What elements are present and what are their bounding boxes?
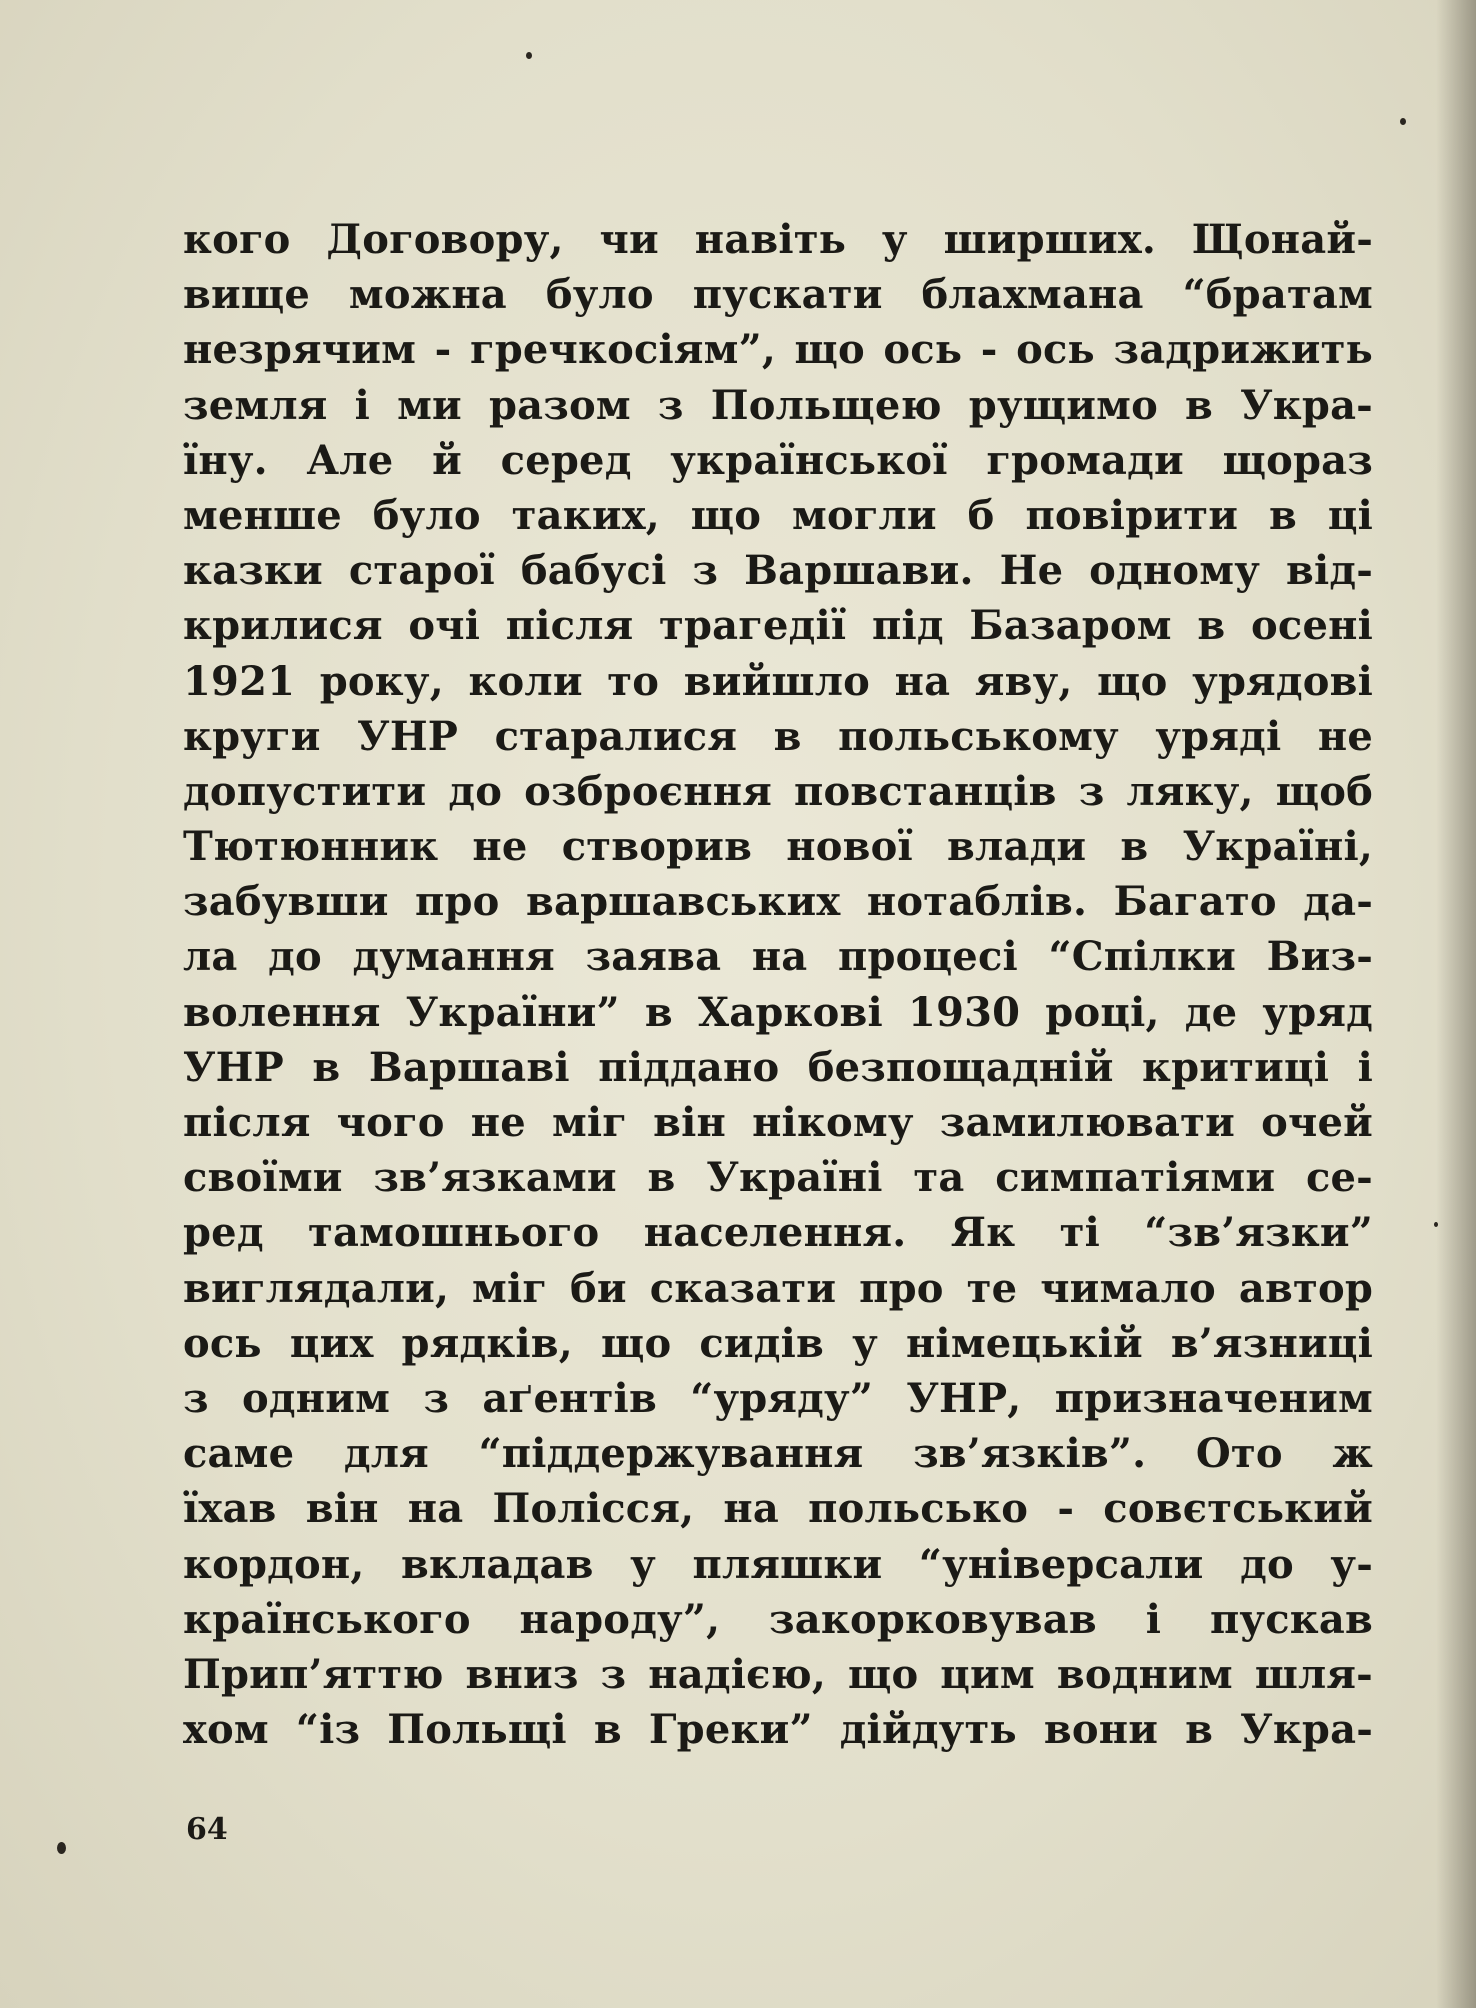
text-line: з одним з аґентів “уряду” УНР, призначеним bbox=[183, 1374, 1373, 1422]
text-line: допустити до озброєння повстанців з ляку, щоб bbox=[183, 767, 1373, 815]
ink-speck bbox=[57, 1842, 66, 1854]
text-line: земля і ми разом з Польщею рущимо в Укра- bbox=[183, 381, 1373, 429]
text-line: Прип’яттю вниз з надією, що цим водним шля- bbox=[183, 1650, 1373, 1698]
body-text bbox=[183, 212, 1373, 1757]
text-line: волення України” в Харкові 1930 році, де уряд bbox=[183, 988, 1373, 1036]
text-line: крилися очі після трагедії під Базаром в осені bbox=[183, 602, 1373, 650]
text-line: своїми зв’язками в Україні та симпатіями се- bbox=[183, 1154, 1373, 1202]
text-line: вище можна було пускати блахмана “братам bbox=[183, 271, 1373, 319]
text-line: забувши про варшавських нотаблів. Багато да- bbox=[183, 878, 1373, 926]
text-line: Тютюнник не створив нової влади в Україні, bbox=[183, 823, 1373, 871]
text-line: менше було таких, що могли б повірити в ці bbox=[183, 491, 1373, 539]
text-line: незрячим - гречкосіям”, що ось - ось задрижить bbox=[183, 326, 1373, 374]
text-line: УНР в Варшаві піддано безпощадній критиці і bbox=[183, 1043, 1373, 1091]
text-line: виглядали, міг би сказати про те чимало автор bbox=[183, 1264, 1373, 1312]
text-line: саме для “піддержування зв’язків”. Ото ж bbox=[183, 1430, 1373, 1478]
ink-speck bbox=[1434, 1222, 1438, 1227]
text-line: ла до думання заява на процесі “Спілки Виз- bbox=[183, 933, 1373, 981]
page-edge-shadow bbox=[1436, 0, 1476, 2008]
text-line: казки старої бабусі з Варшави. Не одному від- bbox=[183, 547, 1373, 595]
text-line: кордон, вкладав у пляшки “універсали до у- bbox=[183, 1540, 1373, 1588]
text-line: після чого не міг він нікому замилювати очей bbox=[183, 1099, 1373, 1146]
page-number: 64 bbox=[186, 1812, 228, 1847]
text-line: ось цих рядків, що сидів у німецькій в’язниці bbox=[183, 1319, 1373, 1367]
text-line: країнського народу”, закорковував і пускав bbox=[183, 1595, 1373, 1643]
text-line: ред тамошнього населення. Як ті “зв’язки” bbox=[183, 1209, 1373, 1257]
text-line: 1921 року, коли то вийшло на яву, що урядові bbox=[183, 657, 1373, 705]
text-line: їну. Але й серед української громади щораз bbox=[183, 436, 1373, 484]
text-line: кого Договору, чи навіть у ширших. Щонай- bbox=[183, 216, 1373, 263]
text-line: хом “із Польщі в Греки” дійдуть вони в Укра- bbox=[183, 1706, 1373, 1754]
text-line: круги УНР старалися в польському уряді не bbox=[183, 712, 1373, 760]
text-line: їхав він на Полісся, на польсько - совєтський bbox=[183, 1485, 1373, 1533]
ink-speck bbox=[526, 52, 532, 59]
ink-speck bbox=[1400, 118, 1406, 125]
